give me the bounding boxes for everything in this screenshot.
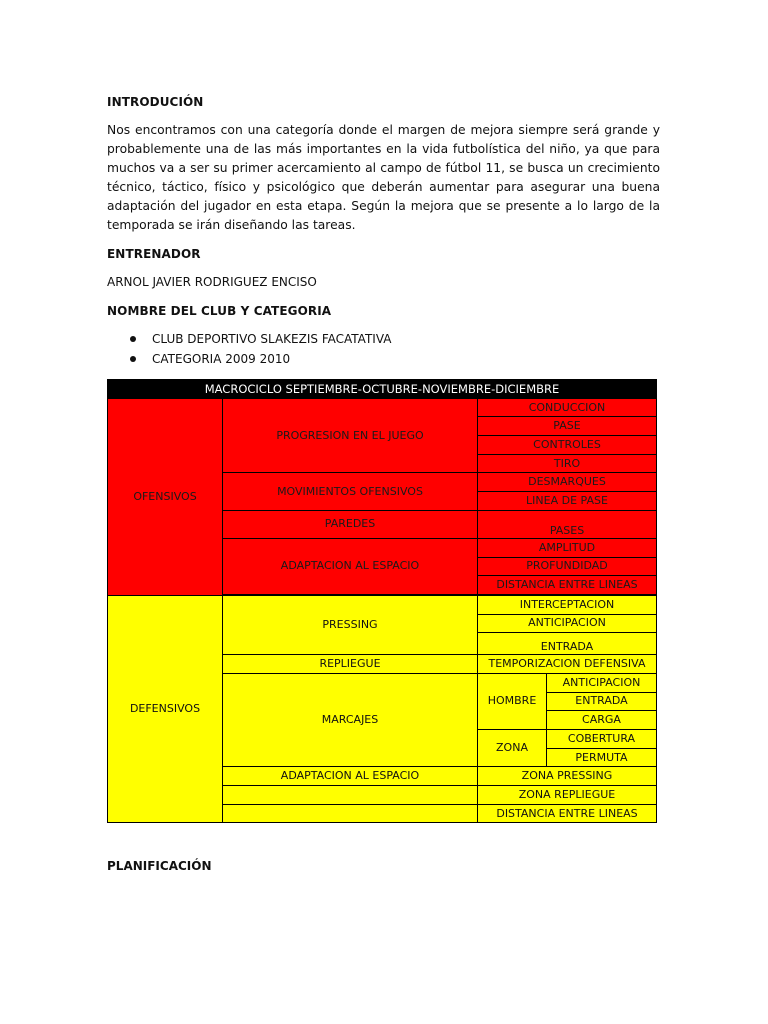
- club-list: [107, 329, 391, 369]
- list-item: CATEGORIA 2009 2010: [107, 349, 391, 369]
- marking-type: ZONA: [478, 730, 547, 767]
- table-cell: ENTRADA: [478, 633, 657, 655]
- list-item: CLUB DEPORTIVO SLAKEZIS FACATATIVA: [107, 329, 391, 349]
- table-cell: PERMUTA: [547, 748, 657, 767]
- macrocycle-table: [107, 379, 657, 823]
- intro-heading: INTRODUCIÓN: [107, 95, 204, 109]
- table-cell: TEMPORIZACION DEFENSIVA: [478, 655, 657, 674]
- marking-type: HOMBRE: [478, 673, 547, 729]
- table-cell: DISTANCIA ENTRE LINEAS: [478, 576, 657, 595]
- group-name: PAREDES: [223, 510, 478, 538]
- empty-cell: [223, 804, 478, 823]
- empty-cell: [223, 786, 478, 805]
- coach-heading: ENTRENADOR: [107, 247, 201, 261]
- coach-name: ARNOL JAVIER RODRIGUEZ ENCISO: [107, 275, 317, 289]
- table-cell: INTERCEPTACION: [478, 595, 657, 614]
- offensive-category: OFENSIVOS: [108, 398, 223, 595]
- planning-heading: PLANIFICACIÓN: [107, 859, 212, 873]
- table-cell: DESMARQUES: [478, 473, 657, 492]
- group-name: ADAPTACION AL ESPACIO: [223, 538, 478, 594]
- table-cell: PASE: [478, 417, 657, 436]
- group-name: MOVIMIENTOS OFENSIVOS: [223, 473, 478, 510]
- table-row: [108, 398, 657, 417]
- bullet-icon: [130, 356, 136, 362]
- table-cell: ANTICIPACION: [547, 673, 657, 692]
- defensive-category: DEFENSIVOS: [108, 595, 223, 823]
- table-cell: ENTRADA: [547, 692, 657, 711]
- group-name: ADAPTACION AL ESPACIO: [223, 767, 478, 786]
- table-cell: COBERTURA: [547, 730, 657, 749]
- bullet-icon: [130, 336, 136, 342]
- group-name: PROGRESION EN EL JUEGO: [223, 398, 478, 473]
- table-cell: ANTICIPACION: [478, 614, 657, 633]
- table-header-row: [108, 380, 657, 399]
- table-row: [108, 595, 657, 614]
- table-cell: DISTANCIA ENTRE LINEAS: [478, 804, 657, 823]
- table-title: MACROCICLO SEPTIEMBRE-OCTUBRE-NOVIEMBRE-DICIEMBRE: [108, 380, 657, 399]
- table-cell: ZONA PRESSING: [478, 767, 657, 786]
- group-name: REPLIEGUE: [223, 655, 478, 674]
- group-name: MARCAJES: [223, 673, 478, 766]
- table-cell: LINEA DE PASE: [478, 492, 657, 511]
- table-cell: CONTROLES: [478, 436, 657, 455]
- table-cell: TIRO: [478, 454, 657, 473]
- intro-paragraph: Nos encontramos con una categoría donde el margen de mejora siempre será grande y probablemente una de las más importantes en la vida futbolística del niño, ya que para muchos va a ser su primer acercamiento al campo de fútbol 11, se busca un crecimiento técnico, táctico, físico y psicológico que deberán aumentar para asegurar una buena adaptación del jugador en esta etapa. Según la mejora que se presente a lo largo de la temporada se irán diseñando las tareas.: [107, 123, 660, 232]
- table-cell: ZONA REPLIEGUE: [478, 786, 657, 805]
- table-cell: CONDUCCION: [478, 398, 657, 417]
- group-name: PRESSING: [223, 595, 478, 654]
- table-cell: PASES: [478, 510, 657, 538]
- table-cell: PROFUNDIDAD: [478, 557, 657, 576]
- table-cell: AMPLITUD: [478, 538, 657, 557]
- club-heading: NOMBRE DEL CLUB Y CATEGORIA: [107, 304, 332, 318]
- table-cell: CARGA: [547, 711, 657, 730]
